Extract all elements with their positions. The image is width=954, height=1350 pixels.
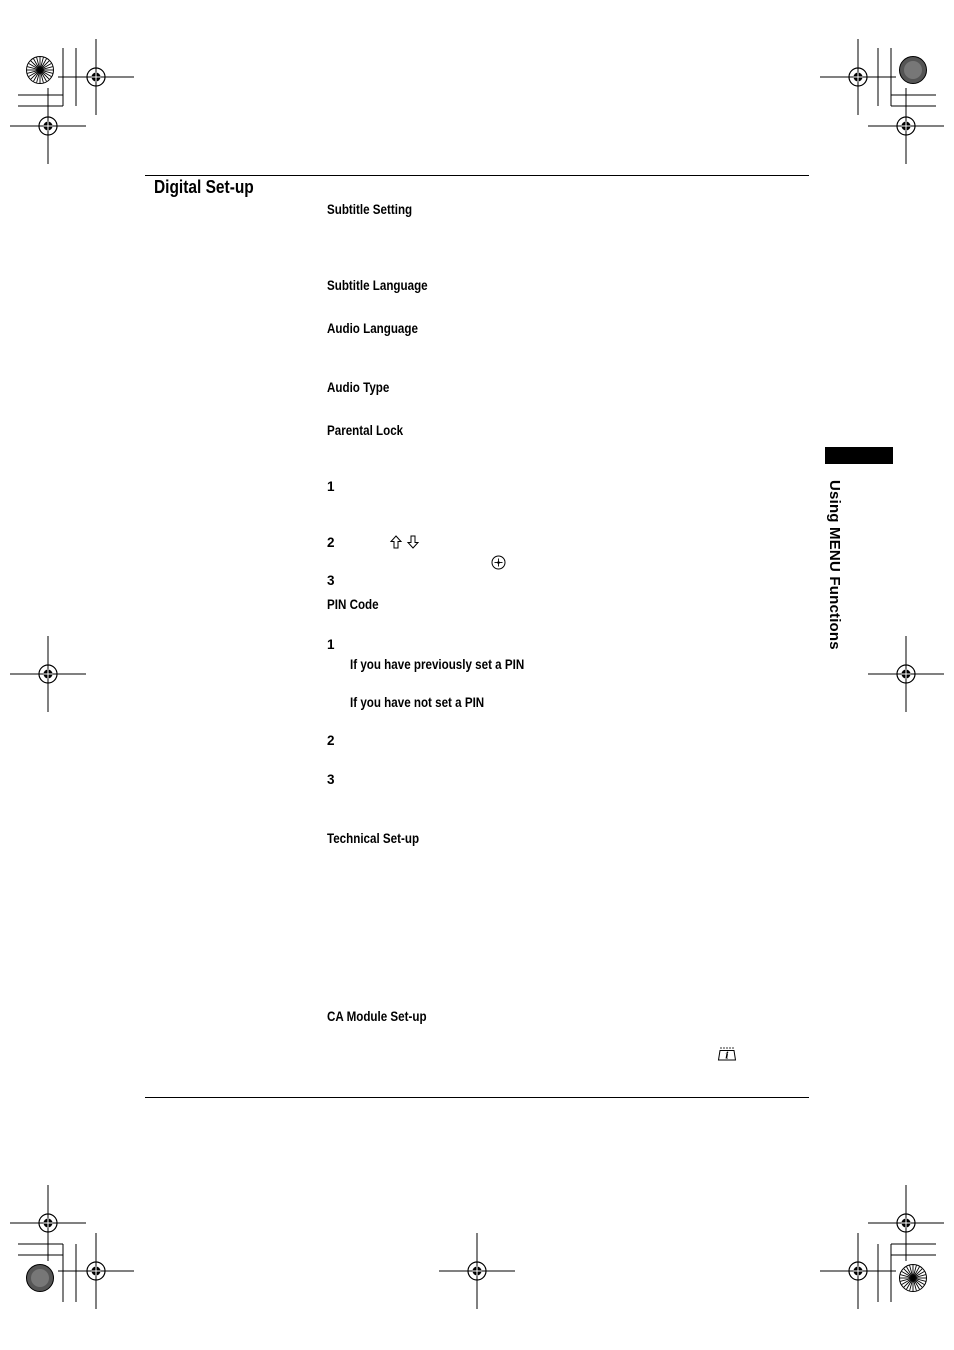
heading-technical-setup: Technical Set-up xyxy=(327,831,420,846)
info-icon xyxy=(717,1046,737,1062)
heading-subtitle-language: Subtitle Language xyxy=(327,278,428,293)
step-number: 1 xyxy=(327,637,335,652)
side-tab-marker xyxy=(825,447,893,464)
starburst-target-icon xyxy=(898,1263,928,1293)
registration-crosshair-icon xyxy=(868,636,944,712)
step-number: 3 xyxy=(327,772,335,787)
registration-crosshair-icon xyxy=(58,39,134,115)
svg-text:i: i xyxy=(725,1051,729,1062)
bottom-rule xyxy=(145,1097,809,1098)
heading-ca-module-setup: CA Module Set-up xyxy=(327,1009,427,1024)
heading-audio-language: Audio Language xyxy=(327,321,418,336)
registration-crosshair-icon xyxy=(10,88,86,164)
step-number: 1 xyxy=(327,479,335,494)
step-number: 3 xyxy=(327,573,335,588)
page-title: Digital Set-up xyxy=(154,177,254,197)
registration-crosshair-icon xyxy=(58,1233,134,1309)
heading-audio-type: Audio Type xyxy=(327,380,390,395)
down-arrow-icon xyxy=(407,535,419,549)
top-rule xyxy=(145,175,809,176)
heading-pin-code: PIN Code xyxy=(327,597,379,612)
registration-crosshair-icon xyxy=(10,636,86,712)
registration-crosshair-icon xyxy=(868,88,944,164)
registration-crosshair-icon xyxy=(10,1185,86,1261)
registration-crosshair-icon xyxy=(439,1233,515,1309)
ok-circle-icon xyxy=(491,555,506,570)
starburst-target-icon xyxy=(25,1263,55,1293)
heading-subtitle-setting: Subtitle Setting xyxy=(327,202,413,217)
step-number: 2 xyxy=(327,733,335,748)
heading-parental-lock: Parental Lock xyxy=(327,423,404,438)
starburst-target-icon xyxy=(898,55,928,85)
step-number: 2 xyxy=(327,535,335,550)
starburst-target-icon xyxy=(25,55,55,85)
note-previously-set-pin: If you have previously set a PIN xyxy=(350,657,525,672)
up-arrow-icon xyxy=(390,535,402,549)
registration-crosshair-icon xyxy=(820,39,896,115)
side-tab-label: Using MENU Functions xyxy=(826,480,843,650)
registration-crosshair-icon xyxy=(868,1185,944,1261)
registration-crosshair-icon xyxy=(820,1233,896,1309)
note-not-set-pin: If you have not set a PIN xyxy=(350,695,485,710)
